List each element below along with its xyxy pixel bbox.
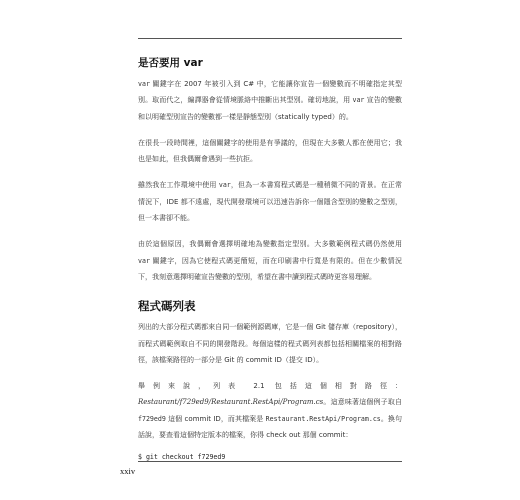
- code-block: $ git checkout f729ed9: [138, 453, 226, 462]
- text-run: 關鍵字在 2007 年被引入到 C# 中，它能讓你宣告一個變數而不明確指定其型別。取而代之，編譯器會從情境脈絡中推斷出其型別。確切地說，用: [138, 80, 402, 105]
- text-run: 這個 commit ID，而其檔案是: [165, 414, 266, 423]
- inline-code: var: [218, 181, 231, 190]
- footer-rule: [138, 461, 402, 462]
- inline-code: var: [138, 80, 150, 88]
- text-run: 宣告的變數和以明確型別宣告的變數都一樣是靜態型別（statically typed）的。: [138, 96, 402, 121]
- inline-code: var: [352, 96, 365, 105]
- file-path: Restaurant/f729ed9/Restaurant.RestApi/Program.cs: [138, 398, 324, 407]
- paragraph: [138, 76, 402, 125]
- paragraph: [138, 378, 402, 443]
- paragraph: [138, 236, 402, 285]
- text-run: 由於這個原因，我偶爾會選擇明確地為變數指定型別。大多數範例程式碼仍然使用: [138, 240, 402, 249]
- paragraph: [138, 177, 402, 226]
- page-number: xxiv: [120, 466, 136, 476]
- section-heading-code-listings: 程式碼列表: [138, 299, 196, 314]
- page-body: [138, 56, 402, 463]
- section-heading-var: 是否要用 var: [138, 57, 203, 69]
- text-run: 在很長一段時間裡，這個關鍵字的使用是有爭議的，但現在大多數人都在使用它；我也是如此，但我偶爾會遇到一些抗拒。: [138, 138, 402, 164]
- text-run: ，但為一本書寫程式碼是一種稍微不同的背景。在正常情況下，IDE 都不遠處，現代開發環境可以迅速告訴你一個隱含型別的變數之型別，但一本書卻不能。: [138, 181, 402, 223]
- text-run: 舉例來說，列表 2.1 包括這個相對路徑：: [138, 382, 402, 391]
- text-run: 列出的大部分程式碼都來自同一個範例源碼庫，它是一個 Git 儲存庫（repository），而程式碼範例取自不同的開發階段。每個這樣的程式碼列表都包括相關檔案的相對路徑，該檔案路徑的一部分是 Git 的 commit ID（提交 ID）。: [138, 323, 402, 364]
- paragraph: [138, 319, 402, 368]
- inline-code: f729ed9: [138, 414, 166, 423]
- text-run: 雖然我在工作環境中使用: [138, 181, 219, 190]
- text-run: 。換句話說，要查看這個特定版本的檔案，你得 check out 那個 commit：: [138, 414, 402, 440]
- inline-code: Restaurant.RestApi/Program.cs: [265, 414, 381, 423]
- text-run: 關鍵字，因為它使程式碼更簡短，而在印刷書中行寬是有限的。但在少數情況下，我刻意選擇明確宣告變數的型別，希望在書中讀到程式碼時更容易理解。: [138, 256, 402, 281]
- header-rule: [138, 38, 402, 39]
- text-run: 。這意味著這個例子取自: [323, 398, 402, 407]
- inline-code: var: [138, 256, 150, 265]
- paragraph: [138, 135, 402, 168]
